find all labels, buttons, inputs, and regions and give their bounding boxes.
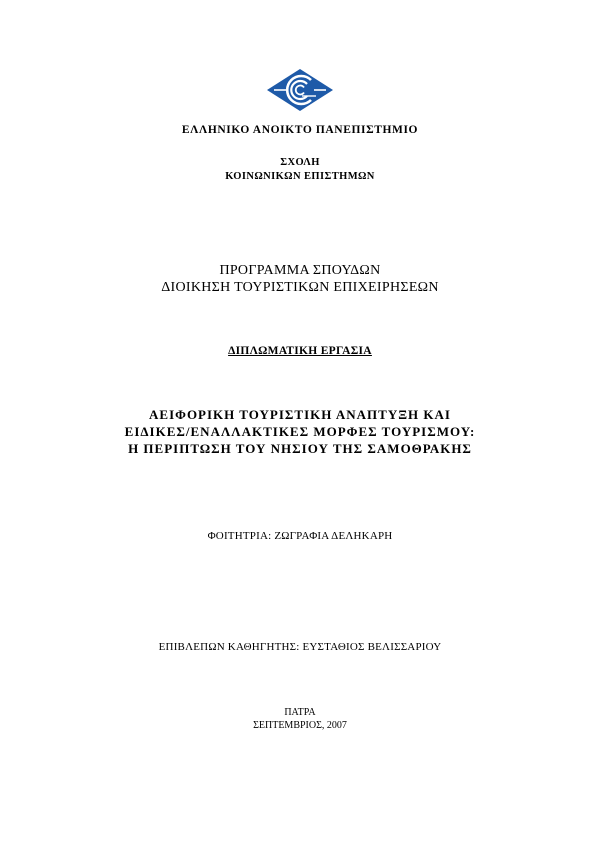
date: ΣΕΠΤΕΜΒΡΙΟΣ, 2007 bbox=[253, 720, 347, 731]
study-program bbox=[0, 262, 600, 296]
university-name: ΕΛΛΗΝΙΚΟ ΑΝΟΙΚΤΟ ΠΑΝΕΠΙΣΤΗΜΙΟ bbox=[181, 124, 419, 136]
city: ΠΑΤΡΑ bbox=[284, 707, 316, 718]
university-logo-icon bbox=[266, 68, 334, 112]
school-line-2: ΚΟΙΝΩΝΙΚΩΝ ΕΠΙΣΤΗΜΩΝ bbox=[225, 171, 375, 182]
student-name: ΦΟΙΤΗΤΡΙΑ: ΖΩΓΡΑΦΙΑ ΔΕΛΗΚΑΡΗ bbox=[207, 530, 393, 542]
program-line-2: ΔΙΟΙΚΗΣΗ ΤΟΥΡΙΣΤΙΚΩΝ ΕΠΙΧΕΙΡΗΣΕΩΝ bbox=[161, 280, 439, 295]
thesis-title-line-1: ΑΕΙΦΟΡΙΚΗ ΤΟΥΡΙΣΤΙΚΗ ΑΝΑΠΤΥΞΗ ΚΑΙ bbox=[149, 407, 451, 422]
place-and-date bbox=[0, 706, 600, 732]
thesis-title-line-2: ΕΙΔΙΚΕΣ/ΕΝΑΛΛΑΚΤΙΚΕΣ ΜΟΡΦΕΣ ΤΟΥΡΙΣΜΟΥ: bbox=[124, 424, 476, 439]
school-name bbox=[0, 156, 600, 184]
thesis-title bbox=[0, 406, 600, 457]
thesis-title-line-3: Η ΠΕΡΙΠΤΩΣΗ ΤΟΥ ΝΗΣΙΟΥ ΤΗΣ ΣΑΜΟΘΡΑΚΗΣ bbox=[128, 441, 472, 456]
supervisor-name: ΕΠΙΒΛΕΠΩΝ ΚΑΘΗΓΗΤΗΣ: ΕΥΣΤΑΘΙΟΣ ΒΕΛΙΣΣΑΡΙΟΥ bbox=[158, 641, 442, 653]
program-line-1: ΠΡΟΓΡΑΜΜΑ ΣΠΟΥΔΩΝ bbox=[219, 263, 381, 278]
thesis-type: ΔΙΠΛΩΜΑΤΙΚΗ ΕΡΓΑΣΙΑ bbox=[228, 345, 372, 357]
school-line-1: ΣΧΟΛΗ bbox=[280, 157, 320, 168]
